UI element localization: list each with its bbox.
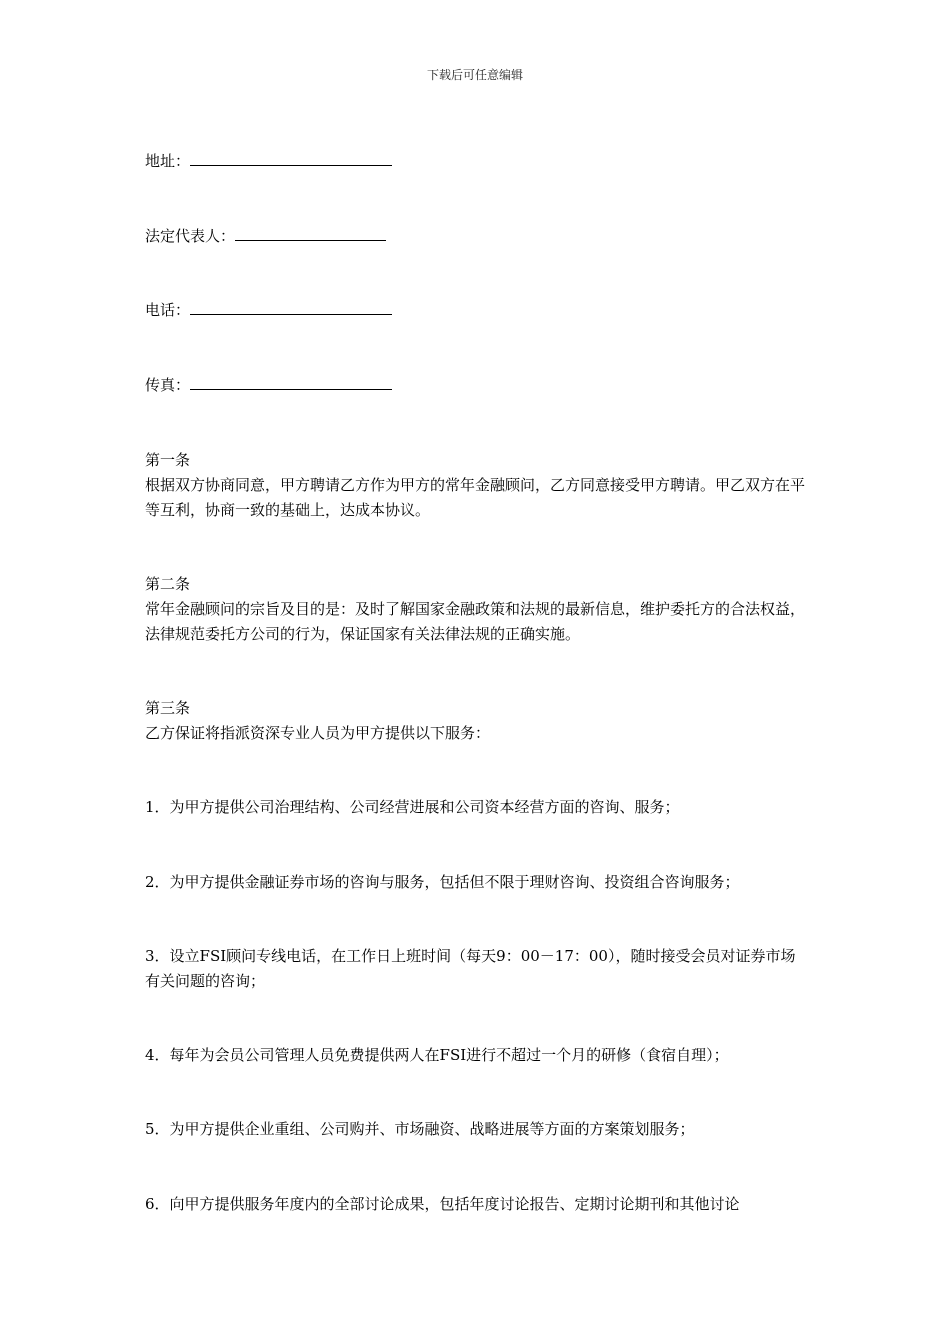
article-title: 第三条 bbox=[145, 699, 191, 717]
fax-label: 传真： bbox=[145, 376, 191, 394]
list-item-text: 4．每年为会员公司管理人员免费提供两人在FSI进行不超过一个月的研修（食宿自理）； bbox=[145, 1046, 729, 1064]
article-body: 乙方保证将指派资深专业人员为甲方提供以下服务： bbox=[145, 724, 491, 742]
legal-rep-field bbox=[145, 224, 807, 249]
list-item bbox=[145, 1043, 807, 1068]
list-item-text: 5．为甲方提供企业重组、公司购并、市场融资、战略进展等方面的方案策划服务； bbox=[145, 1120, 695, 1138]
list-item-text: 3．设立FSI顾问专线电话，在工作日上班时间（每天9：00－17：00），随时接受会员对证券市场有关问题的咨询； bbox=[145, 947, 796, 990]
list-item-text: 1．为甲方提供公司治理结构、公司经营进展和公司资本经营方面的咨询、服务； bbox=[145, 798, 680, 816]
list-item bbox=[145, 1117, 807, 1142]
legal-rep-label: 法定代表人： bbox=[145, 227, 236, 245]
article-title: 第二条 bbox=[145, 575, 191, 593]
address-blank bbox=[190, 149, 392, 166]
list-item bbox=[145, 870, 807, 895]
legal-rep-blank bbox=[235, 224, 386, 241]
article-1 bbox=[145, 448, 807, 523]
article-title: 第一条 bbox=[145, 451, 191, 469]
list-item-text: 6．向甲方提供服务年度内的全部讨论成果，包括年度讨论报告、定期讨论期刊和其他讨论 bbox=[145, 1195, 740, 1213]
article-body: 常年金融顾问的宗旨及目的是：及时了解国家金融政策和法规的最新信息，维护委托方的合法权益，法律规范委托方公司的行为，保证国家有关法律法规的正确实施。 bbox=[145, 600, 806, 643]
address-label: 地址： bbox=[145, 152, 191, 170]
phone-label: 电话： bbox=[145, 301, 191, 319]
article-body: 根据双方协商同意，甲方聘请乙方作为甲方的常年金融顾问，乙方同意接受甲方聘请。甲乙双方在平等互利，协商一致的基础上，达成本协议。 bbox=[145, 476, 806, 519]
fax-field bbox=[145, 373, 807, 398]
list-item bbox=[145, 1192, 807, 1217]
list-item bbox=[145, 795, 807, 820]
address-field bbox=[145, 149, 807, 174]
article-3 bbox=[145, 696, 807, 746]
article-2 bbox=[145, 572, 807, 647]
phone-field bbox=[145, 298, 807, 323]
list-item bbox=[145, 944, 807, 994]
phone-blank bbox=[190, 298, 392, 315]
page-header: 下载后可任意编辑 bbox=[426, 68, 523, 82]
fax-blank bbox=[190, 373, 392, 390]
list-item-text: 2．为甲方提供金融证券市场的咨询与服务，包括但不限于理财咨询、投资组合咨询服务； bbox=[145, 873, 740, 891]
